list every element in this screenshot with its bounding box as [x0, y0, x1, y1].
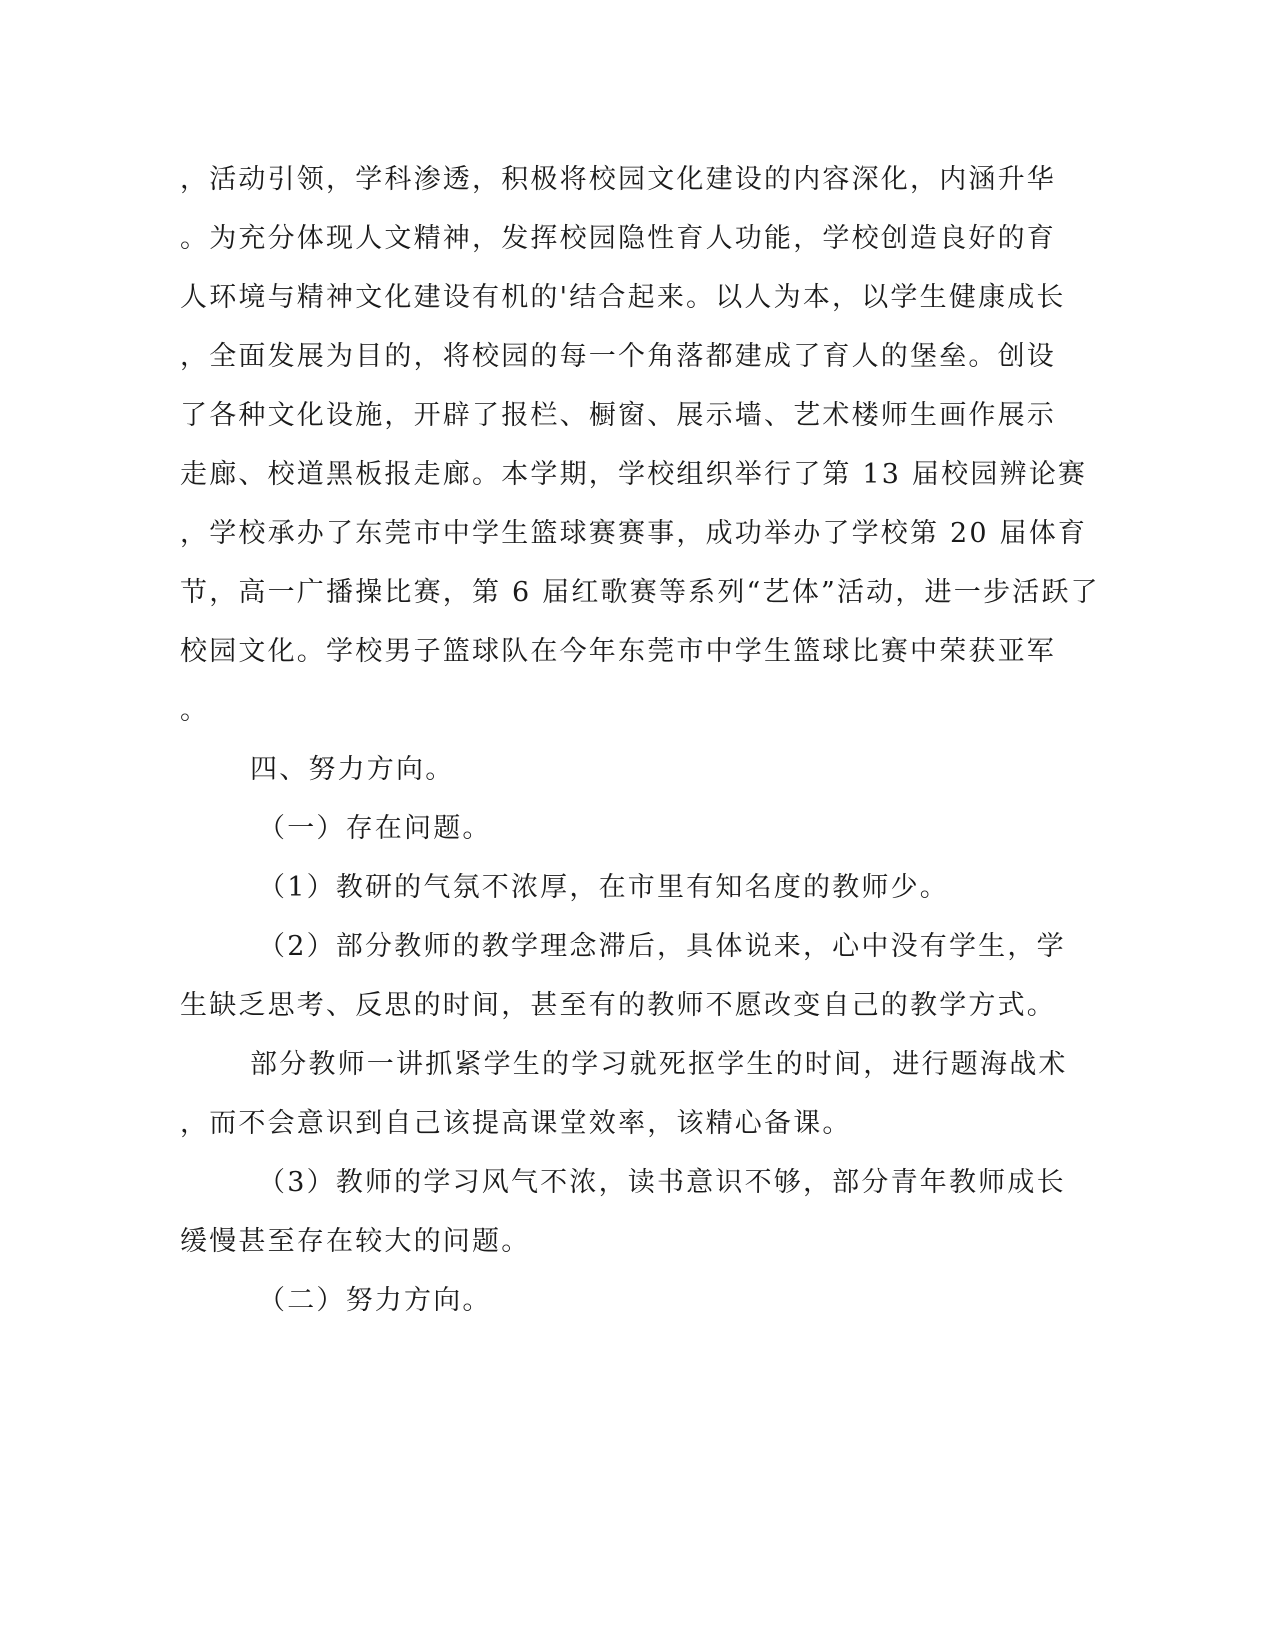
- paragraph-line: 生缺乏思考、反思的时间，甚至有的教师不愿改变自己的教学方式。: [180, 990, 1056, 1021]
- list-item: （1）教研的气氛不浓厚，在市里有知名度的教师少。: [258, 872, 949, 903]
- paragraph-line: 校园文化。学校男子篮球队在今年东莞市中学生篮球比赛中荣获亚军: [180, 636, 1056, 667]
- paragraph-line: 走廊、校道黑板报走廊。本学期，学校组织举行了第 13 届校园辨论赛: [180, 459, 1088, 490]
- paragraph-line: 。: [180, 695, 210, 726]
- paragraph-line: ，而不会意识到自己该提高课堂效率，该精心备课。: [180, 1108, 852, 1139]
- paragraph-line: 部分教师一讲抓紧学生的学习就死抠学生的时间，进行题海战术: [250, 1049, 1068, 1080]
- paragraph-line: 了各种文化设施，开辟了报栏、橱窗、展示墙、艺术楼师生画作展示: [180, 400, 1056, 431]
- list-item: （3）教师的学习风气不浓，读书意识不够，部分青年教师成长: [258, 1167, 1066, 1198]
- section-heading: 四、努力方向。: [250, 754, 455, 785]
- paragraph-line: ，全面发展为目的，将校园的每一个角落都建成了育人的堡垒。创设: [180, 341, 1056, 372]
- subsection-heading: （一）存在问题。: [258, 813, 492, 844]
- paragraph-line: 缓慢甚至存在较大的问题。: [180, 1226, 531, 1257]
- subsection-heading: （二）努力方向。: [258, 1285, 492, 1316]
- paragraph-line: 人环境与精神文化建设有机的'结合起来。以人为本，以学生健康成长: [180, 282, 1066, 313]
- paragraph-line: 。为充分体现人文精神，发挥校园隐性育人功能，学校创造良好的育: [180, 223, 1056, 254]
- paragraph-line: ，活动引领，学科渗透，积极将校园文化建设的内容深化，内涵升华: [180, 164, 1056, 195]
- list-item: （2）部分教师的教学理念滞后，具体说来，心中没有学生，学: [258, 931, 1066, 962]
- paragraph-line: 节，高一广播操比赛，第 6 届红歌赛等系列“艺体”活动，进一步活跃了: [180, 577, 1100, 608]
- paragraph-line: ，学校承办了东莞市中学生篮球赛赛事，成功举办了学校第 20 届体育: [180, 518, 1088, 549]
